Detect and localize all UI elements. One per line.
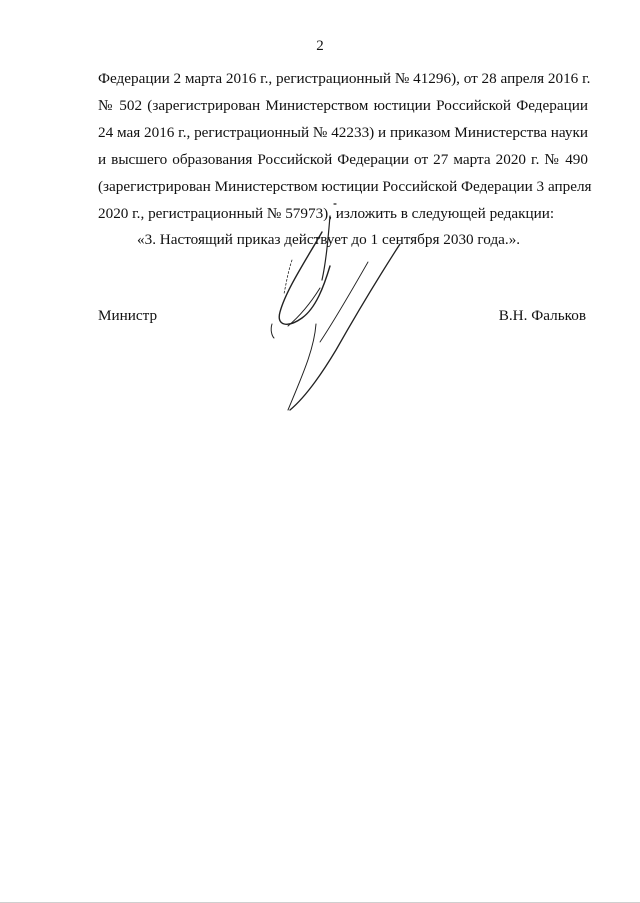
paragraph-line: 24 мая 2016 г., регистрационный № 42233) и приказом Министерства науки (98, 124, 588, 141)
handwritten-signature (258, 200, 418, 415)
paragraph-line: № 502 (зарегистрирован Министерством юстиции Российской Федерации (98, 97, 588, 114)
signatory-name: В.Н. Фальков (498, 307, 586, 324)
paragraph-line: и высшего образования Российской Федерации от 27 марта 2020 г. № 490 (98, 151, 588, 168)
paragraph-line: 2020 г., регистрационный № 57973), изложить в следующей редакции: (98, 205, 555, 222)
quoted-amendment: «3. Настоящий приказ действует до 1 сентября 2030 года.». (137, 231, 521, 248)
page-number: 2 (316, 38, 324, 54)
paragraph-line: (зарегистрирован Министерством юстиции Российской Федерации 3 апреля (98, 178, 592, 195)
paragraph-line: Федерации 2 марта 2016 г., регистрационный № 41296), от 28 апреля 2016 г. (98, 70, 591, 87)
signatory-title: Министр (98, 307, 158, 324)
